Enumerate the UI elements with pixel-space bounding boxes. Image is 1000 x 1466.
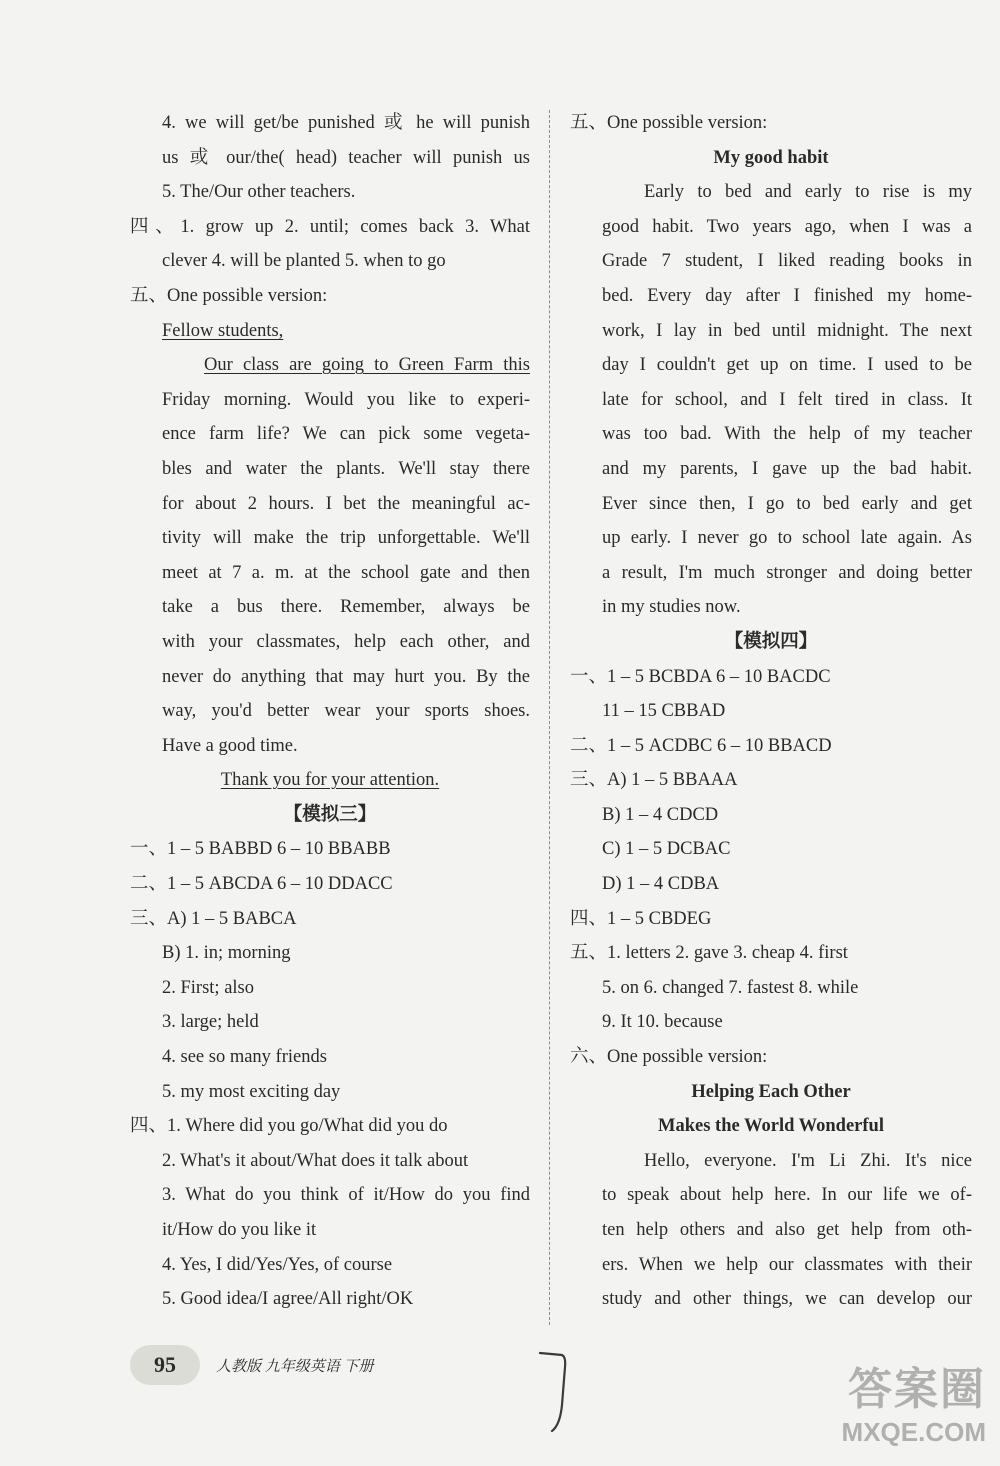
watermark-url: MXQE.COM (841, 1417, 986, 1447)
right-text-line: was too bad. With the help of my teacher (602, 424, 972, 445)
right-text-line: C) 1 – 5 DCBAC (602, 839, 731, 860)
left-text-line: with your classmates, help each other, and (162, 631, 530, 652)
right-text-line: to speak about help here. In our life we of- (602, 1185, 972, 1206)
right-text-line: a result, I'm much stronger and doing better (602, 562, 972, 583)
left-text-line: 4. see so many friends (162, 1047, 327, 1068)
right-text-line: up early. I never go to school late again. As (602, 528, 972, 549)
left-text-line: 五、One possible version: (130, 285, 328, 306)
right-text-line: 三、A) 1 – 5 BBAAA (570, 770, 738, 791)
right-text-line: and my parents, I gave up the bad habit. (602, 458, 972, 479)
left-text-line: 四、1. grow up 2. until; comes back 3. What (130, 216, 530, 237)
left-text-line: 5. The/Our other teachers. (162, 182, 356, 203)
right-text-line: good habit. Two years ago, when I was a (602, 216, 972, 237)
right-text-line: 一、1 – 5 BCBDA 6 – 10 BACDC (570, 666, 831, 687)
right-text-line: 9. It 10. because (602, 1012, 723, 1033)
left-text-line: never do anything that may hurt you. By the (162, 666, 530, 687)
right-text-line: D) 1 – 4 CDBA (602, 874, 720, 895)
left-text-line: 三、A) 1 – 5 BABCA (130, 908, 297, 929)
left-text-line: Thank you for your attention. (220, 770, 440, 791)
left-text-line: it/How do you like it (162, 1220, 317, 1240)
right-text-line: 二、1 – 5 ACDBC 6 – 10 BBACD (570, 735, 832, 756)
right-text-line: 五、1. letters 2. gave 3. cheap 4. first (570, 943, 848, 964)
right-text-line: ten help others and also get help from oth- (602, 1220, 972, 1240)
page-footer (130, 1345, 550, 1389)
left-text-line: Our class are going to Green Farm this (204, 355, 530, 376)
right-column (570, 106, 972, 1317)
left-text-line: 2. What's it about/What does it talk about (162, 1150, 469, 1171)
left-text-line: 5. Good idea/I agree/All right/OK (162, 1289, 414, 1310)
right-text-line: work, I lay in bed until midnight. The next (602, 320, 972, 341)
right-text-line: in my studies now. (602, 597, 741, 618)
left-text-line: 一、1 – 5 BABBD 6 – 10 BBABB (130, 839, 391, 860)
left-text-line: Have a good time. (162, 735, 298, 756)
right-text-line: Grade 7 student, I liked reading books in (602, 251, 972, 272)
left-text-line: ence farm life? We can pick some vegeta- (162, 424, 530, 445)
right-text-line: 五、One possible version: (570, 113, 768, 133)
right-text-line: 11 – 15 CBBAD (602, 701, 726, 722)
left-text-line: 四、1. Where did you go/What did you do (130, 1116, 448, 1137)
right-text-line: Early to bed and early to rise is my (644, 182, 972, 203)
right-text-line: 六、One possible version: (570, 1047, 768, 1068)
left-text-line: 4. we will get/be punished 或 he will punish (162, 113, 530, 133)
left-text-line: bles and water the plants. We'll stay there (162, 458, 530, 479)
left-text-line: clever 4. will be planted 5. when to go (162, 251, 446, 272)
left-text-line: us 或 our/the( head) teacher will punish us (162, 147, 530, 168)
right-text-line: Ever since then, I go to bed early and get (602, 493, 972, 514)
left-text-line: 二、1 – 5 ABCDA 6 – 10 DDACC (130, 874, 393, 895)
left-text-line: 3. large; held (162, 1012, 259, 1033)
right-text-line: study and other things, we can develop our (602, 1289, 972, 1310)
left-text-line: tivity will make the trip unforgettable. We'll (162, 528, 530, 549)
right-text-line: day I couldn't get up on time. I used to be (602, 355, 972, 376)
right-text-line: ers. When we help our classmates with their (602, 1254, 972, 1275)
left-text-line: meet at 7 a. m. at the school gate and then (162, 562, 530, 583)
right-text-line: bed. Every day after I finished my home- (602, 285, 972, 306)
left-text-line: 4. Yes, I did/Yes/Yes, of course (162, 1254, 393, 1275)
left-column (130, 106, 530, 1317)
left-text-line: 3. What do you think of it/How do you find (162, 1185, 530, 1206)
page-number: 95 (130, 1345, 200, 1385)
column-divider (549, 110, 550, 1325)
left-text-line: B) 1. in; morning (162, 943, 291, 964)
right-text-line: My good habit (713, 147, 829, 168)
right-text-line: 5. on 6. changed 7. fastest 8. while (602, 977, 859, 998)
right-text-line: B) 1 – 4 CDCD (602, 804, 719, 825)
book-info: 人教版 九年级英语 下册 (216, 1359, 374, 1375)
right-text-line: late for school, and I felt tired in class. It (602, 389, 972, 410)
left-text-line: way, you'd better wear your sports shoes. (162, 701, 530, 722)
left-text-line: take a bus there. Remember, always be (162, 597, 530, 618)
left-text-line: 2. First; also (162, 977, 254, 998)
left-text-line: for about 2 hours. I bet the meaningful ac- (162, 493, 530, 514)
right-text-line: Hello, everyone. I'm Li Zhi. It's nice (644, 1150, 972, 1171)
watermark (842, 1353, 986, 1448)
left-text-line: Friday morning. Would you like to experi- (162, 389, 530, 410)
left-text-line: 【模拟三】 (283, 804, 377, 825)
right-text-line: Helping Each Other (691, 1081, 851, 1102)
left-text-line: 5. my most exciting day (162, 1081, 341, 1102)
right-text-line: Makes the World Wonderful (658, 1116, 884, 1137)
right-text-line: 【模拟四】 (724, 631, 818, 652)
left-text-line: Fellow students, (162, 320, 284, 341)
watermark-logo: 答案圈 (848, 1365, 986, 1414)
right-text-line: 四、1 – 5 CBDEG (570, 908, 712, 929)
